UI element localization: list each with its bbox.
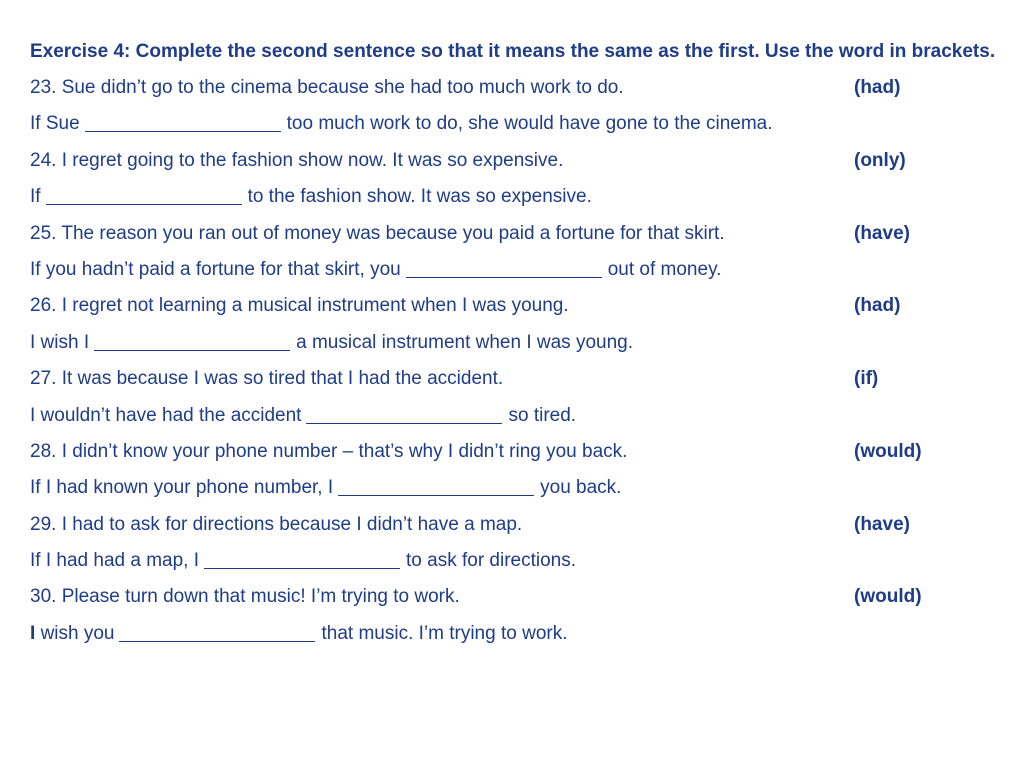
- item-hint: (have): [854, 513, 910, 535]
- answer-blank[interactable]: [306, 422, 502, 424]
- rewrite-after: too much work to do, she would have gone to the cinema.: [286, 113, 773, 135]
- item-hint: (if): [854, 368, 879, 390]
- item-sentence-text: 24. I regret going to the fashion show now. It was so expensive.: [30, 149, 564, 171]
- exercise-page: [30, 34, 1004, 652]
- item-27-rewrite: [30, 398, 1004, 434]
- item-29-sentence: [30, 507, 1004, 543]
- item-25-sentence: [30, 216, 1004, 252]
- item-sentence-text: 27. It was because I was so tired that I had the accident.: [30, 368, 504, 390]
- answer-blank[interactable]: [46, 203, 242, 205]
- item-hint: (would): [854, 440, 922, 462]
- rewrite-before: I wish I: [30, 331, 90, 353]
- item-28-sentence: [30, 434, 1004, 470]
- answer-blank[interactable]: [119, 640, 315, 642]
- rewrite-before: If you hadn’t paid a fortune for that skirt, you: [30, 258, 401, 280]
- item-25-rewrite: [30, 252, 1004, 288]
- item-sentence-text: 25. The reason you ran out of money was because you paid a fortune for that skirt.: [30, 222, 725, 244]
- item-27-sentence: [30, 361, 1004, 397]
- item-26-sentence: [30, 288, 1004, 324]
- item-24-rewrite: [30, 179, 1004, 215]
- item-24-sentence: [30, 143, 1004, 179]
- answer-blank[interactable]: [94, 349, 290, 351]
- rewrite-before: If I had had a map, I: [30, 550, 199, 572]
- item-hint: (had): [854, 295, 901, 317]
- item-hint: (would): [854, 586, 922, 608]
- item-hint: (have): [854, 222, 910, 244]
- rewrite-before: If: [30, 186, 41, 208]
- item-23-sentence: [30, 70, 1004, 106]
- rewrite-after: that music. I’m trying to work.: [321, 622, 568, 644]
- item-hint: (only): [854, 149, 906, 171]
- rewrite-after: you back.: [540, 477, 622, 499]
- rewrite-before: If Sue: [30, 113, 80, 135]
- answer-blank[interactable]: [406, 276, 602, 278]
- item-30-sentence: [30, 579, 1004, 615]
- rewrite-after: to ask for directions.: [406, 550, 577, 572]
- item-hint: (had): [854, 77, 901, 98]
- item-sentence-text: 30. Please turn down that music! I’m trying to work.: [30, 586, 460, 608]
- item-29-rewrite: [30, 543, 1004, 579]
- item-sentence-text: 26. I regret not learning a musical instrument when I was young.: [30, 295, 569, 317]
- rewrite-before: If I had known your phone number, I: [30, 477, 334, 499]
- item-sentence-text: 28. I didn’t know your phone number – that’s why I didn’t ring you back.: [30, 440, 628, 462]
- item-28-rewrite: [30, 470, 1004, 506]
- item-30-rewrite: [30, 616, 1004, 652]
- item-26-rewrite: [30, 325, 1004, 361]
- rewrite-before: wish you: [40, 622, 115, 644]
- rewrite-after: a musical instrument when I was young.: [296, 331, 634, 353]
- answer-blank[interactable]: [204, 567, 400, 569]
- answer-blank[interactable]: [85, 130, 281, 132]
- rewrite-bold-lead: I: [30, 622, 36, 644]
- exercise-heading: Exercise 4: Complete the second sentence so that it means the same as the first. Use the word in brackets.: [30, 41, 996, 62]
- item-sentence-text: 29. I had to ask for directions because I didn’t have a map.: [30, 513, 523, 535]
- item-23-rewrite: [30, 106, 1004, 142]
- item-sentence-text: 23. Sue didn’t go to the cinema because she had too much work to do.: [30, 77, 624, 98]
- rewrite-after: to the fashion show. It was so expensive.: [247, 186, 592, 208]
- rewrite-after: out of money.: [607, 258, 722, 280]
- rewrite-before: I wouldn’t have had the accident: [30, 404, 302, 426]
- rewrite-after: so tired.: [508, 404, 577, 426]
- answer-blank[interactable]: [338, 494, 534, 496]
